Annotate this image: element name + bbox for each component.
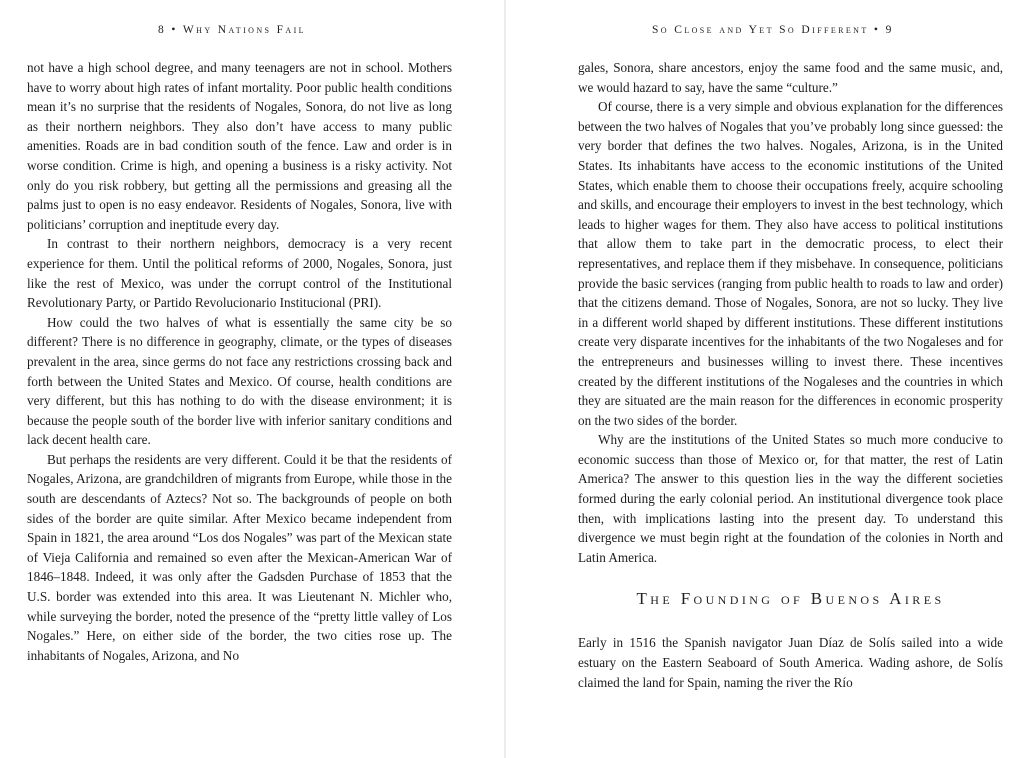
paragraph: How could the two halves of what is essentially the same city be so different? There is no difference in geography, climate, or the types of diseases prevalent in the area, since germs do not face any restrictions crossing back and forth between the United States and Mexico. Of course, health conditions are very different, but this has nothing to do with the disease environment; it is because the people south of the border live with inferior sanitary conditions and lack decent health care. xyxy=(27,314,452,448)
running-head-right: So Close and Yet So Different • 9 xyxy=(652,24,894,36)
right-page-body xyxy=(578,58,1003,692)
paragraph: Why are the institutions of the United States so much more conducive to economic success than those of Mexico or, for that matter, the rest of Latin America? The answer to this question lies in the way the different societies formed during the early colonial period. An institutional divergence took place then, with implications lasting into the present day. To understand this divergence we must begin right at the foundation of the colonies in North and Latin America. xyxy=(578,432,1003,565)
paragraph: Early in 1516 the Spanish navigator Juan Díaz de Solís sailed into a wide estuary on the Eastern Seaboard of South America. Wading ashore, de Solís claimed the land for Spain, naming the river the Río xyxy=(578,635,1003,690)
paragraph: In contrast to their northern neighbors, democracy is a very recent experience for them. Until the political reforms of 2000, Nogales, Sonora, just like the rest of Mexico, was under the corrupt control of the Institutional Revolutionary Party, or Partido Revolucionario Institucional (PRI). xyxy=(27,236,452,311)
paragraph: Of course, there is a very simple and obvious explanation for the differences between the two halves of Nogales that you’ve probably long since guessed: the very border that defines the two halves. Nogales, Arizona, is in the United States. Its inhabitants have access to the economic institutions of the United States, which enable them to choose their occupations freely, acquire schooling and skills, and encourage their employers to invest in the best technology, which leads to higher wages for them. They also have access to political institutions that allow them to take part in the democratic process, to elect their representatives, and replace them if they misbehave. In consequence, politicians provide the basic services (ranging from public health to roads to law and order) that the citizens demand. Those of Nogales, Sonora, are not so lucky. They live in a different world shaped by different institutions. These different institutions create very disparate incentives for the inhabitants of the two Nogaleses and for the entrepreneurs and businesses willing to invest there. These incentives created by the different institutions of the Nogaleses and the countries in which they are situated are the main reason for the differences in economic prosperity on the two sides of the border. xyxy=(578,99,1003,428)
running-head-left: 8 • Why Nations Fail xyxy=(158,24,306,36)
paragraph: But perhaps the residents are very different. Could it be that the residents of Nogales, Arizona, are grandchildren of migrants from Europe, while those in the south are descendants of Aztecs? Not so. The backgrounds of people on both sides of the border are quite similar. After Mexico became independent from Spain in 1821, the area around “Los dos Nogales” was part of the Mexican state of Vieja California and remained so even after the Mexican-American War of 1846–1848. Indeed, it was only after the Gadsden Purchase of 1853 that the U.S. border was extended into this area. It was Lieutenant N. Michler who, while surveying the border, noted the presence of the “pretty little valley of Los Nogales.” Here, on either side of the border, the two cities rose up. The inhabitants of Nogales, Arizona, and No xyxy=(27,451,452,663)
left-page-body xyxy=(27,58,452,665)
right-page xyxy=(505,0,1010,758)
paragraph: gales, Sonora, share ancestors, enjoy the same food and the same music, and, we would hazard to say, have the same “culture.” xyxy=(578,60,1003,95)
section-heading: The Founding of Buenos Aires xyxy=(636,589,945,609)
paragraph: not have a high school degree, and many teenagers are not in school. Mothers have to worry about high rates of infant mortality. Poor public health conditions mean it’s no surprise that the residents of Nogales, Sonora, do not live as long as their northern neighbors. They also don’t have access to many public amenities. Roads are in bad condition south of the fence. Law and order is in worse condition. Crime is high, and opening a business is a risky activity. Not only do you risk robbery, but getting all the permissions and greasing all the palms just to open is no easy endeavor. Residents of Nogales, Sonora, live with politicians’ corruption and ineptitude every day. xyxy=(27,60,452,232)
